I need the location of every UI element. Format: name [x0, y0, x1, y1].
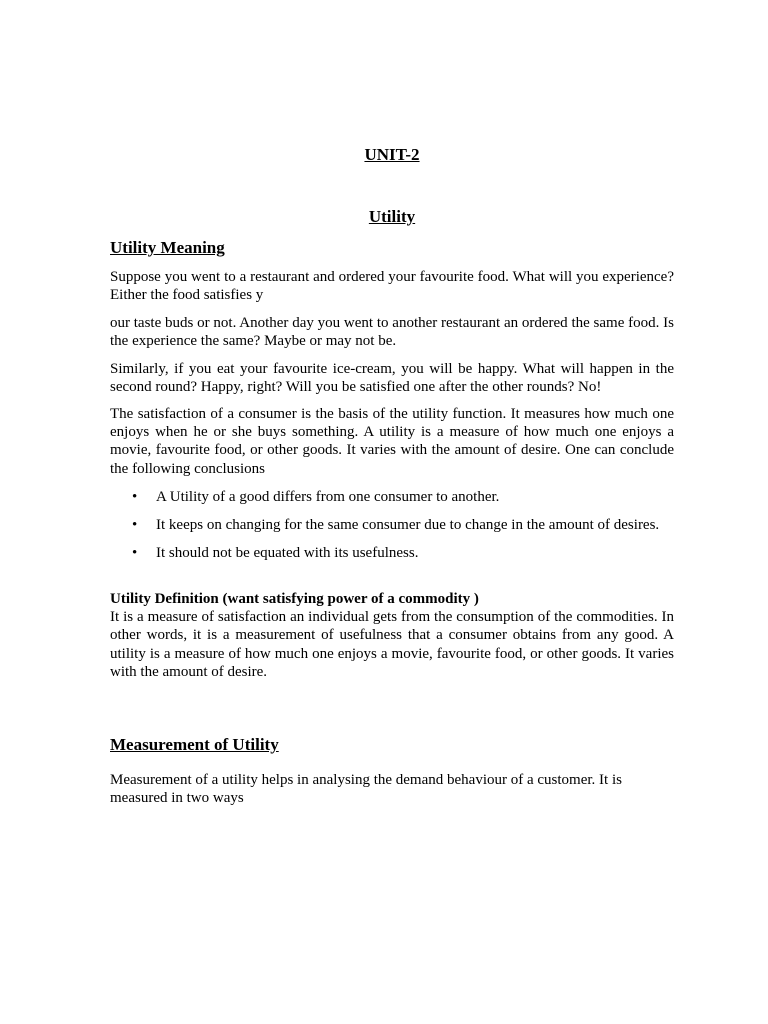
list-item-text: It should not be equated with its usefulness. — [156, 545, 419, 561]
bullet-icon: • — [132, 489, 138, 505]
paragraph-1: Suppose you went to a restaurant and ordered your favourite food. What will you experience? Either the food satisfies y — [110, 269, 674, 304]
list-item — [110, 544, 674, 562]
section-heading-utility-meaning: Utility Meaning — [110, 238, 225, 257]
measurement-paragraph: Measurement of a utility helps in analysing the demand behaviour of a customer. It is measured in two ways — [110, 772, 622, 807]
bullet-icon: • — [132, 545, 138, 561]
definition-block — [110, 590, 674, 681]
list-item — [110, 488, 674, 506]
conclusions-list — [110, 488, 674, 572]
section-heading-measurement: Measurement of Utility — [110, 735, 279, 754]
paragraph-3: Similarly, if you eat your favourite ice-cream, you will be happy. What will happen in the second round? Happy, right? Will you be satisfied one after the other rounds? No! — [110, 361, 674, 396]
definition-text: It is a measure of satisfaction an individual gets from the consumption of the commodities. In other words, it is a measurement of usefulness that a consumer obtains from any good. A utility is a measure of how much one enjoys a movie, favourite food, or other goods. It varies with the amount of desire. — [110, 609, 674, 680]
list-item — [110, 516, 674, 534]
definition-heading: Utility Definition (want satisfying power of a commodity ) — [110, 591, 479, 607]
list-item-text: It keeps on changing for the same consumer due to change in the amount of desires. — [156, 517, 660, 533]
paragraph-2: our taste buds or not. Another day you went to another restaurant an ordered the same food. Is the experience the same? Maybe or may not be. — [110, 315, 674, 350]
topic-title: Utility — [368, 207, 416, 226]
list-item-text: A Utility of a good differs from one consumer to another. — [156, 489, 500, 505]
paragraph-4: The satisfaction of a consumer is the basis of the utility function. It measures how much one enjoys when he or she buys something. A utility is a measure of how much one enjoys a movie, favourite food, or other goods. It varies with the amount of desire. One can conclude the following conclusions — [110, 406, 674, 477]
unit-title: UNIT-2 — [364, 145, 420, 164]
bullet-icon: • — [132, 517, 138, 533]
